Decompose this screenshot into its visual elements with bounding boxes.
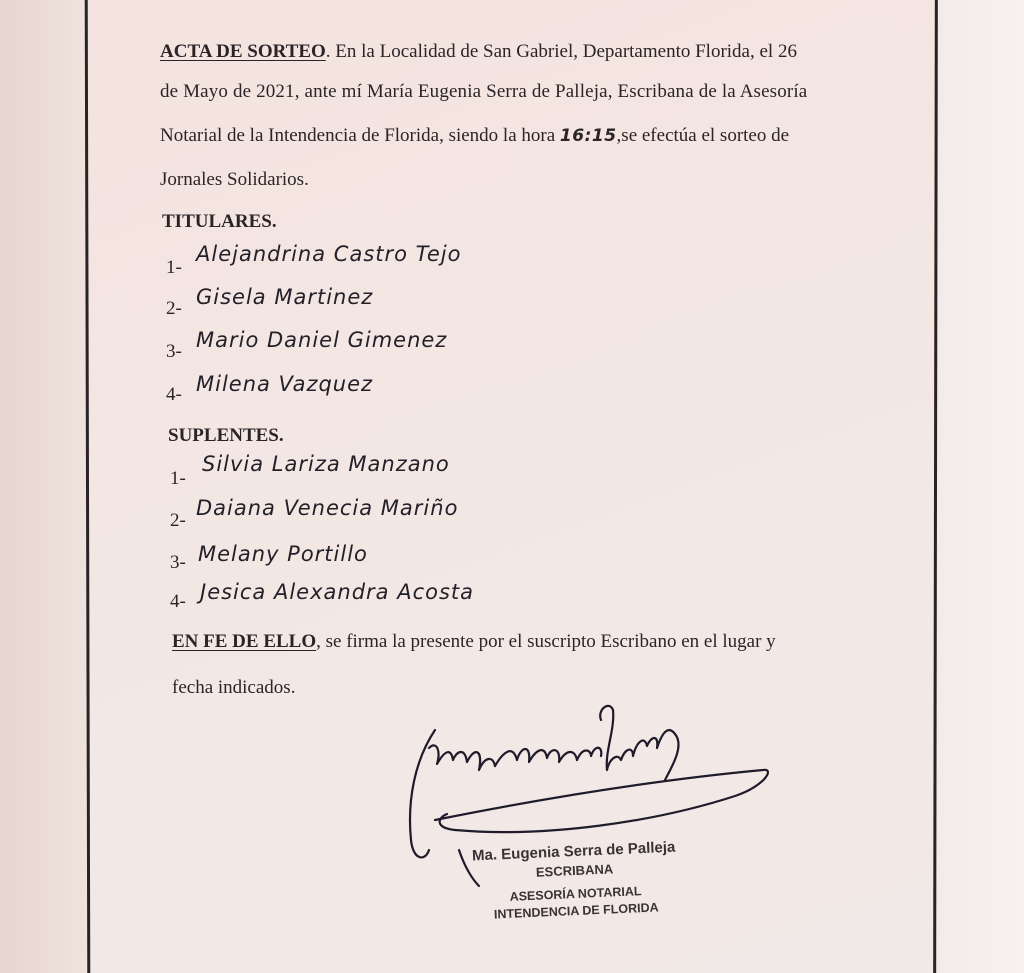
intro-line-3 [160, 124, 789, 148]
titular-number: 3- [166, 341, 182, 362]
closing-line-2: fecha indicados. [172, 677, 296, 698]
stamp-title: ESCRIBANA [535, 861, 614, 880]
notary-stamp [448, 837, 701, 926]
suplente-name: Daiana Venecia Mariño [196, 496, 459, 520]
right-paper-strip [937, 0, 1024, 973]
closing-line-1-text: , se firma la presente por el suscripto Escribano en el lugar y [316, 631, 776, 652]
acta-heading: ACTA DE SORTEO [160, 41, 326, 62]
titular-name: Milena Vazquez [196, 372, 374, 396]
stamp-office-line-1: ASESORÍA NOTARIAL [509, 884, 642, 904]
titulares-heading: TITULARES. [162, 211, 277, 232]
suplente-name: Melany Portillo [198, 542, 368, 566]
stamp-name: Ma. Eugenia Serra de Palleja [471, 838, 676, 865]
closing-heading: EN FE DE ELLO [172, 631, 317, 652]
titular-name: Gisela Martinez [196, 285, 374, 309]
closing-line-1 [172, 630, 776, 654]
suplente-number: 4- [170, 591, 186, 612]
intro-line-1 [160, 40, 797, 64]
intro-line-1-text: . En la Localidad de San Gabriel, Departamento Florida, el 26 [325, 41, 797, 62]
intro-line-2: de Mayo de 2021, ante mí María Eugenia Serra de Palleja, Escribana de la Asesoría [160, 81, 808, 102]
intro-line-4: Jornales Solidarios. [160, 169, 309, 190]
suplente-number: 3- [170, 552, 186, 573]
titular-name: Alejandrina Castro Tejo [196, 242, 462, 266]
suplente-name: Jesica Alexandra Acosta [200, 580, 475, 604]
intro-line-3-text-b: ,se efectúa el sorteo de [616, 125, 790, 146]
titular-number: 1- [166, 257, 182, 278]
suplentes-heading: SUPLENTES. [168, 425, 284, 446]
handwritten-time: 16:15 [559, 126, 617, 146]
left-paper-margin [0, 0, 86, 973]
suplente-name: Silvia Lariza Manzano [202, 452, 450, 476]
titular-name: Mario Daniel Gimenez [196, 328, 448, 352]
titular-number: 2- [166, 298, 182, 319]
suplente-number: 1- [170, 468, 186, 489]
stamp-office-line-2: INTENDENCIA DE FLORIDA [493, 900, 659, 922]
intro-line-3-text-a: Notarial de la Intendencia de Florida, siendo la hora [160, 125, 556, 146]
titular-number: 4- [166, 384, 182, 405]
suplente-number: 2- [170, 510, 186, 531]
